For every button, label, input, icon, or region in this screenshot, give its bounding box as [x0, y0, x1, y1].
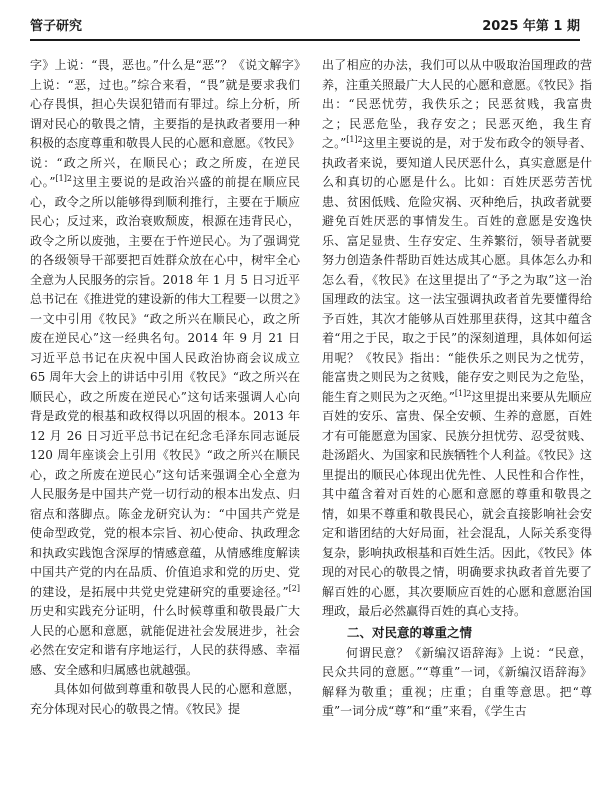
page-header [30, 10, 580, 38]
citation-marker: [1]2 [346, 135, 363, 144]
paragraph: 具体如何做到尊重和敬畏人民的心愿和意愿，充分体现对民心的敬畏之情。《牧民》提 [30, 682, 300, 716]
paragraph-text: 字》上说：“畏，恶也。”什么是“恶”？《说文解字》上说：“恶，过也。”综合来看，“畏”就是要求我们心存畏惧，担心失误犯错而有罪过。综上分析，所谓对民心的敬畏之情，主要指的是执政者要用一种积极的态度尊重和敬畏人民的心愿和意愿。《牧民》说：“政之所兴，在顺民心；政之所废，在逆民心。” [30, 58, 300, 189]
citation-marker: [2] [288, 583, 300, 593]
paragraph-text: 这里主要说的是，对于发布政令的领导者、执政者来说，要知道人民厌恶什么，真实意愿是什么和真切的心愿是什么。比如：百姓厌恶劳苦忧患、贫困低贱、危险灾祸、灭种绝后，执政者就要避免百姓厌恶的事情发生。百姓的意愿是安逸快乐、富足显贵、生存安定、生养繁衍，领导者就要努力创造条件帮助百姓达成其心愿。具体怎么办和怎么看，《牧民》在这里提出了“予之为取”这一治国理政的法宝。这一法宝强调执政者首先要懂得给予百姓，其次才能够从百姓那里获得，这其中蕴含着“用之于民，取之于民”的深刻道理，具体如何运用呢？《牧民》指出：“能佚乐之则民为之忧劳，能富贵之则民为之贫贱，能存安之则民为之危坠，能生育之则民为之灭绝。” [322, 136, 592, 404]
paragraph: 何谓民意？《新编汉语辞海》上说：“民意，民众共同的意愿。”“尊重”一词，《新编汉语辞海》解释为敬重；重视；庄重；自重等意思。把“尊重”一词分成“尊”和“重”来看，《学生古 [322, 645, 592, 718]
paragraph-text: 这里提出来要从先顺应百姓的安乐、富贵、保全安顿、生养的意愿，百姓才有可能愿意为国家、民族分担忧劳、忍受贫贱、赴汤蹈火、为国家和民族牺牲个人利益。《牧民》这里提出的顺民心体现出优先性、人民性和合作性，其中蕴含着对百姓的心愿和意愿的尊重和敬畏之情，如果不尊重和敬畏民心，就会直接影响社会安定和谐团结的大好局面，社会混乱，人际关系变得复杂，影响执政根基和百姓生活。因此，《牧民》体现的对民心的敬畏之情，明确要求执政者首先要了解百姓的心愿，其次要顺应百姓的心愿和意愿治国理政，最后必然赢得百姓的真心支持。 [322, 389, 592, 618]
paragraph [322, 56, 592, 622]
section-heading: 二、对民意的尊重之情 [347, 624, 473, 640]
citation-marker: [1]2 [55, 174, 72, 183]
paragraph-text: 历史和实践充分证明，什么时候尊重和敬畏最广大人民的心愿和意愿，就能促进社会发展进步，社会必然在安定和谐有序地运行，人民的获得感、幸福感、安全感和归属感也就越强。 [30, 604, 300, 677]
right-column [322, 56, 592, 778]
journal-name: 管子研究 [30, 19, 83, 34]
header-rule [30, 39, 580, 41]
paragraph [30, 56, 300, 680]
left-column [30, 56, 300, 778]
issue-number: 2025 年第 1 期 [482, 19, 580, 34]
paragraph-text: 这里主要说的是政治兴盛的前提在顺应民心，政令之所以能够得到顺利推行，主要在于顺应民心；反过来，政治衰败颓废，根源在违背民心，政令之所以废弛，主要在于忤逆民心。为了强调党的各级领导干部要把百姓群众放在心中，树牢全心全意为人民服务的宗旨。2018 年 1 月 5 日习近平总书记在《推进党的建设新的伟大工程要一以贯之》一文中引用《牧民》“政之所兴在顺民心，政之所废在逆民心”这一经典名句。2014 年 9 月 21 日习近平总书记在庆祝中国人民政治协商会议成立 65 周年大会上的讲话中引用《牧民》“政之所兴在顺民心，政之所废在逆民心”这句话来强调人心向背是政党的根基和政权得以巩固的根本。2013 年 12 月 26 日习近平总书记在纪念毛泽东同志诞辰 120 周年座谈会上引用《牧民》“政之所兴在顺民心，政之所废在逆民心”这句话来强调全心全意为人民服务是中国共产党一切行动的根本出发点、归宿点和落脚点。陈金龙研究认为：“中国共产党是使命型政党，党的根本宗旨、初心使命、执政理念和执政实践饱含深厚的情感意蕴，从情感维度解读中国共产党的内在品质、价值追求和党的历史、党的建设，是拓展中共党史党建研究的重要途径。” [30, 175, 300, 599]
article-body [30, 56, 592, 778]
citation-marker: [1]2 [454, 388, 472, 398]
paragraph-text: 出了相应的办法，我们可以从中吸取治国理政的营养，注重关照最广大人民的心愿和意愿。《牧民》指出：“民恶忧劳，我佚乐之；民恶贫贱，我富贵之；民恶危坠，我存安之；民恶灭绝，我生育之。” [322, 58, 592, 150]
